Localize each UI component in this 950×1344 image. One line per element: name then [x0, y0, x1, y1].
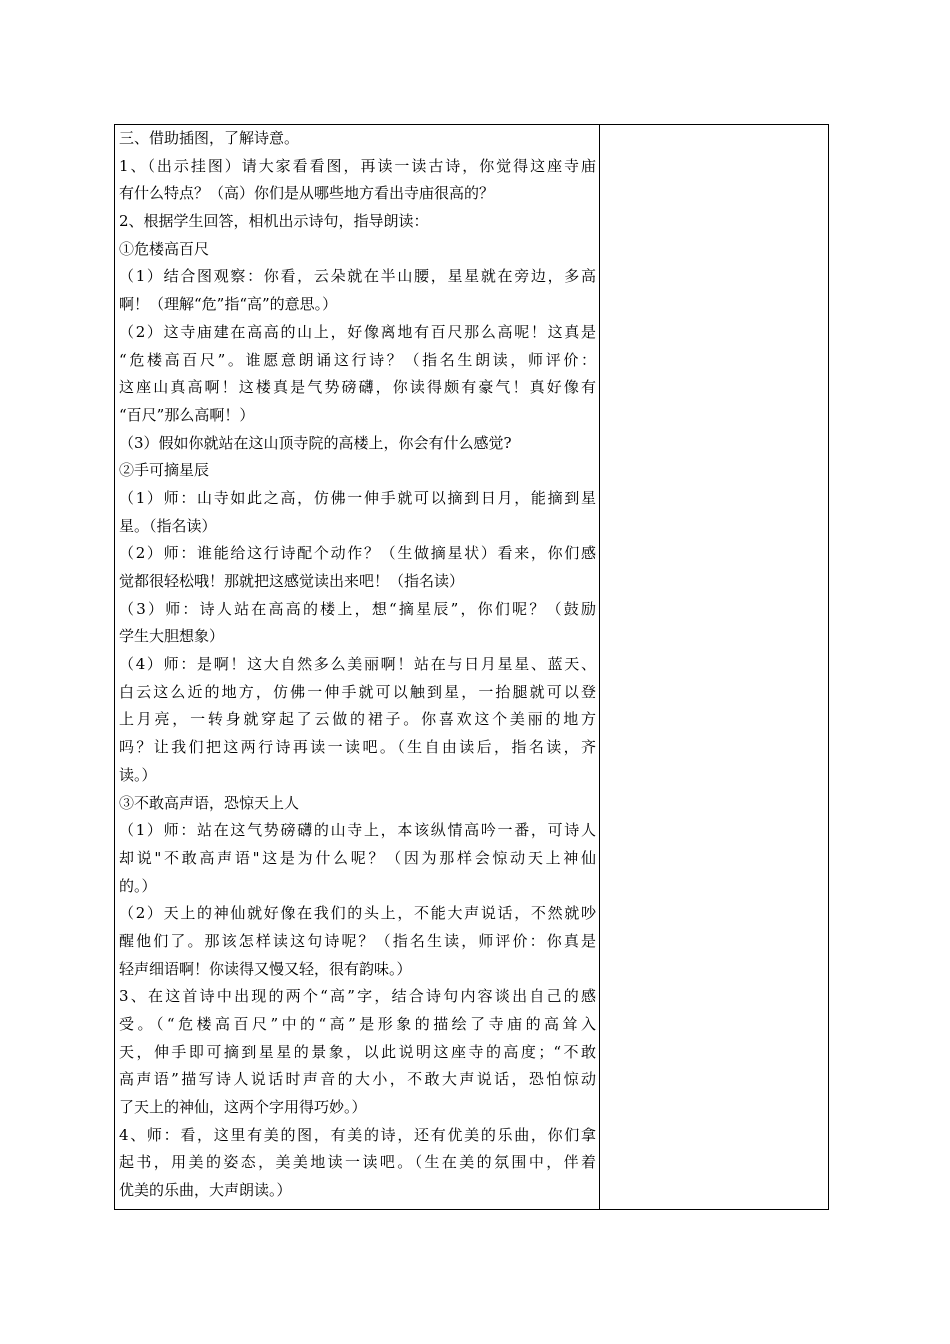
lesson-line: 吗？让我们把这两行诗再读一读吧。（生自由读后，指名读，齐: [119, 738, 596, 757]
lesson-content-cell: [115, 125, 600, 1209]
lesson-line: ②手可摘星辰: [119, 461, 210, 480]
lesson-line: （2）这寺庙建在高高的山上，好像离地有百尺那么高呢！这真是: [119, 322, 596, 341]
lesson-line: ③不敢高声语，恐惊天上人: [119, 793, 300, 812]
lesson-line: 有什么特点？（高）你们是从哪些地方看出寺庙很高的？: [119, 184, 495, 203]
lesson-line: 受。（“危楼高百尺”中的“高”是形象的描绘了寺庙的高耸入: [119, 1015, 596, 1033]
lesson-line: （1）师：站在这气势磅礴的山寺上，本该纵情高吟一番，可诗人: [119, 821, 596, 840]
lesson-line: 醒他们了。那该怎样读这句诗呢？（指名生读，师评价：你真是: [119, 931, 596, 950]
lesson-line: 了天上的神仙，这两个字用得巧妙。）: [119, 1098, 367, 1117]
lesson-line: 天，伸手即可摘到星星的景象，以此说明这座寺的高度；“不敢: [119, 1042, 596, 1061]
lesson-line: 读。）: [119, 765, 157, 784]
lesson-line: （3）假如你就站在这山顶寺院的高楼上，你会有什么感觉?: [119, 433, 512, 452]
lesson-line: 白云这么近的地方，仿佛一伸手就可以触到星，一抬腿就可以登: [119, 682, 596, 701]
lesson-line: 却说"不敢高声语"这是为什么呢？（因为那样会惊动天上神仙: [119, 848, 596, 867]
lesson-line: “百尺”那么高啊！）: [119, 405, 255, 424]
lesson-line: 4、师：看，这里有美的图，有美的诗，还有优美的乐曲，你们拿: [119, 1125, 596, 1144]
lesson-line: “危楼高百尺”。谁愿意朗诵这行诗？（指名生朗读，师评价：: [119, 350, 596, 369]
lesson-line: （1）师：山寺如此之高，仿佛一伸手就可以摘到日月，能摘到星: [119, 488, 596, 507]
lesson-line: 3、在这首诗中出现的两个“高”字，结合诗句内容谈出自己的感: [119, 987, 596, 1006]
lesson-line: 学生大胆想象）: [119, 627, 225, 646]
lesson-line: 上月亮，一转身就穿起了云做的裙子。你喜欢这个美丽的地方: [119, 710, 596, 729]
lesson-line: （2）天上的神仙就好像在我们的头上，不能大声说话，不然就吵: [119, 904, 596, 923]
lesson-line: （4）师：是啊！这大自然多么美丽啊！站在与日月星星、蓝天、: [119, 655, 596, 674]
lesson-line: 觉都很轻松哦！那就把这感觉读出来吧！（指名读）: [119, 572, 465, 590]
lesson-line: 啊！（理解“危”指“高”的意思。）: [119, 295, 338, 314]
lesson-line: 轻声细语啊！你读得又慢又轻，很有韵味。）: [119, 959, 412, 978]
lesson-line: 这座山真高啊！这楼真是气势磅礴，你读得颇有豪气！真好像有: [119, 378, 596, 397]
lesson-line: 起书，用美的姿态，美美地读一读吧。（生在美的氛围中，伴着: [119, 1153, 596, 1172]
lesson-line: 星。（指名读）: [119, 516, 217, 535]
lesson-line: 高声语”描写诗人说话时声音的大小，不敢大声说话，恐怕惊动: [119, 1070, 596, 1089]
lesson-line: （2）师：谁能给这行诗配个动作？（生做摘星状）看来，你们感: [119, 544, 596, 563]
lesson-line: 1、（出示挂图）请大家看看图，再读一读古诗，你觉得这座寺庙: [119, 156, 596, 175]
lesson-line: ①危楼高百尺: [119, 239, 210, 258]
lesson-line: （3）师：诗人站在高高的楼上，想“摘星辰”，你们呢？（鼓励: [119, 599, 596, 618]
lesson-line: 的。）: [119, 876, 157, 895]
lesson-line: （1）结合图观察：你看，云朵就在半山腰，星星就在旁边，多高: [119, 267, 596, 286]
lesson-line: 三、借助插图，了解诗意。: [119, 129, 300, 147]
lesson-line: 2、根据学生回答，相机出示诗句，指导朗读：: [119, 212, 429, 231]
lesson-table: [114, 124, 829, 1210]
lesson-line: 优美的乐曲，大声朗读。）: [119, 1181, 292, 1200]
notes-cell: [600, 125, 828, 1209]
